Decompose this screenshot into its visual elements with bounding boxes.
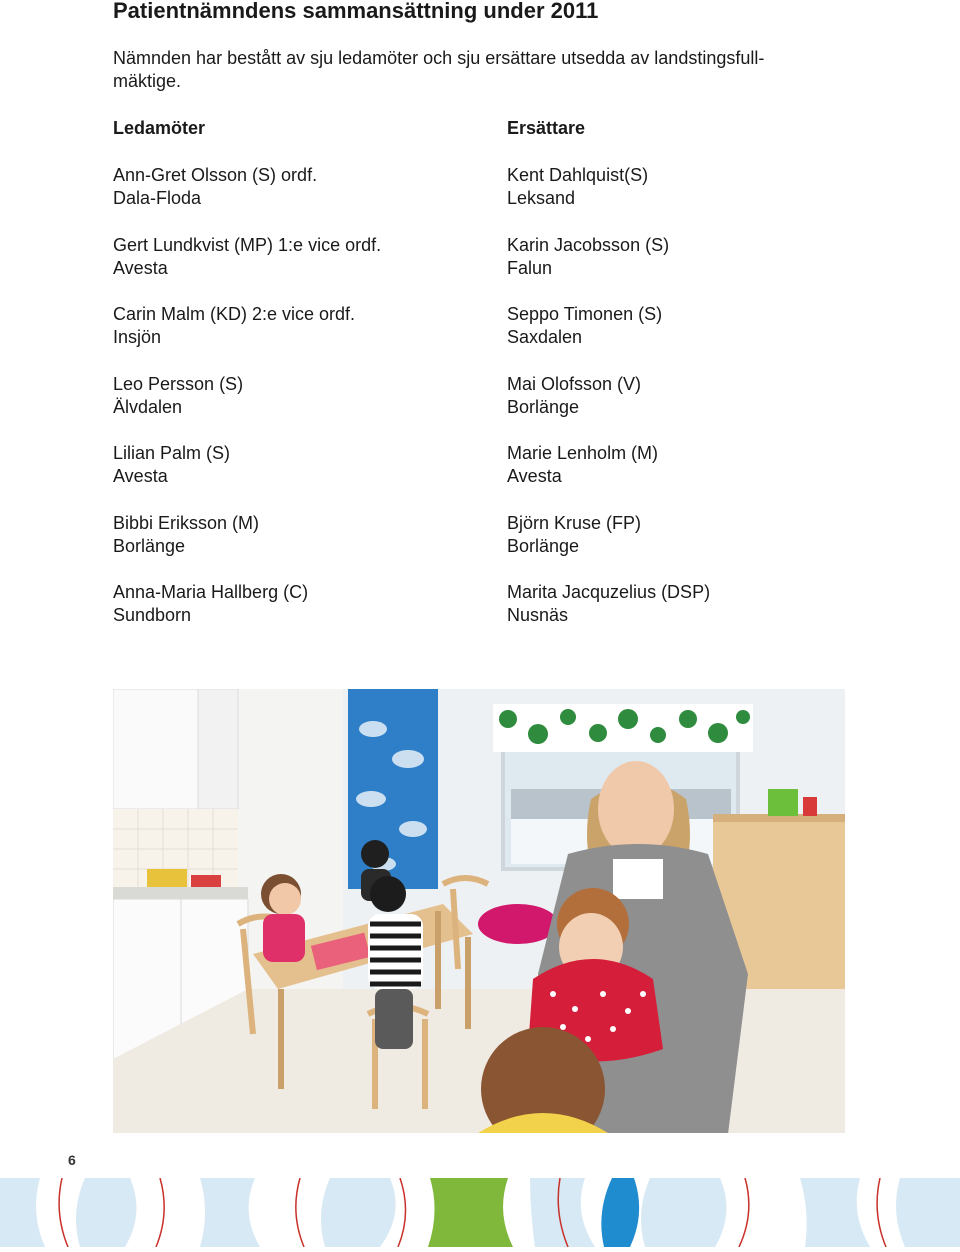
- member-entry: [507, 581, 887, 627]
- member-place: Älvdalen: [113, 396, 183, 417]
- member-name: Mai Olofsson (V): [507, 373, 642, 394]
- member-entry: [507, 373, 887, 419]
- member-name: Kent Dahlquist(S): [507, 165, 649, 185]
- ledamoter-heading: Ledamöter: [113, 118, 206, 138]
- ersattare-column: [507, 117, 887, 651]
- member-place: Leksand: [507, 188, 576, 208]
- preschool-photo: [113, 689, 845, 1133]
- member-place: Dala-Floda: [113, 188, 202, 208]
- member-place: Insjön: [113, 327, 162, 347]
- member-entry: [113, 303, 493, 349]
- member-place: Saxdalen: [507, 327, 583, 347]
- page-number: 6: [68, 1152, 76, 1168]
- member-name: Bibbi Eriksson (M): [113, 512, 260, 533]
- intro-paragraph: [113, 47, 843, 93]
- member-entry: [113, 164, 493, 210]
- member-place: Nusnäs: [507, 605, 569, 625]
- member-place: Avesta: [507, 466, 562, 486]
- member-name: Seppo Timonen (S): [507, 304, 663, 324]
- footer-decoration: [0, 1178, 960, 1247]
- member-place: Borlänge: [113, 535, 186, 556]
- member-place: Sundborn: [113, 605, 192, 625]
- member-name: Anna-Maria Hallberg (C): [113, 582, 309, 602]
- member-place: Avesta: [113, 257, 168, 278]
- member-name: Marita Jacquzelius (DSP): [507, 582, 711, 602]
- ersattare-heading: Ersättare: [507, 118, 586, 138]
- member-name: Gert Lundkvist (MP) 1:e vice ordf.: [113, 234, 382, 255]
- member-name: Carin Malm (KD) 2:e vice ordf.: [113, 304, 356, 324]
- member-entry: [113, 581, 493, 627]
- member-name: Lilian Palm (S): [113, 443, 231, 463]
- member-entry: [507, 512, 887, 558]
- member-place: Borlänge: [507, 396, 580, 417]
- ledamoter-column: [113, 117, 493, 651]
- member-name: Karin Jacobsson (S): [507, 234, 670, 255]
- member-name: Björn Kruse (FP): [507, 512, 642, 533]
- member-name: Marie Lenholm (M): [507, 443, 659, 463]
- member-entry: [507, 164, 887, 210]
- member-place: Avesta: [113, 466, 168, 486]
- member-entry: [507, 234, 887, 280]
- member-place: Falun: [507, 257, 553, 278]
- member-entry: [507, 442, 887, 488]
- member-name: Leo Persson (S): [113, 373, 244, 394]
- member-entry: [113, 373, 493, 419]
- member-entry: [113, 442, 493, 488]
- member-entry: [113, 234, 493, 280]
- member-name: Ann-Gret Olsson (S) ordf.: [113, 165, 318, 185]
- member-entry: [113, 512, 493, 558]
- intro-line-2: mäktige.: [113, 71, 182, 91]
- page-title: Patientnämndens sammansättning under 2011: [113, 0, 599, 23]
- member-place: Borlänge: [507, 535, 580, 556]
- member-entry: [507, 303, 887, 349]
- intro-line-1: Nämnden har bestått av sju ledamöter och sju ersättare utsedda av landstingsfull-: [113, 48, 765, 68]
